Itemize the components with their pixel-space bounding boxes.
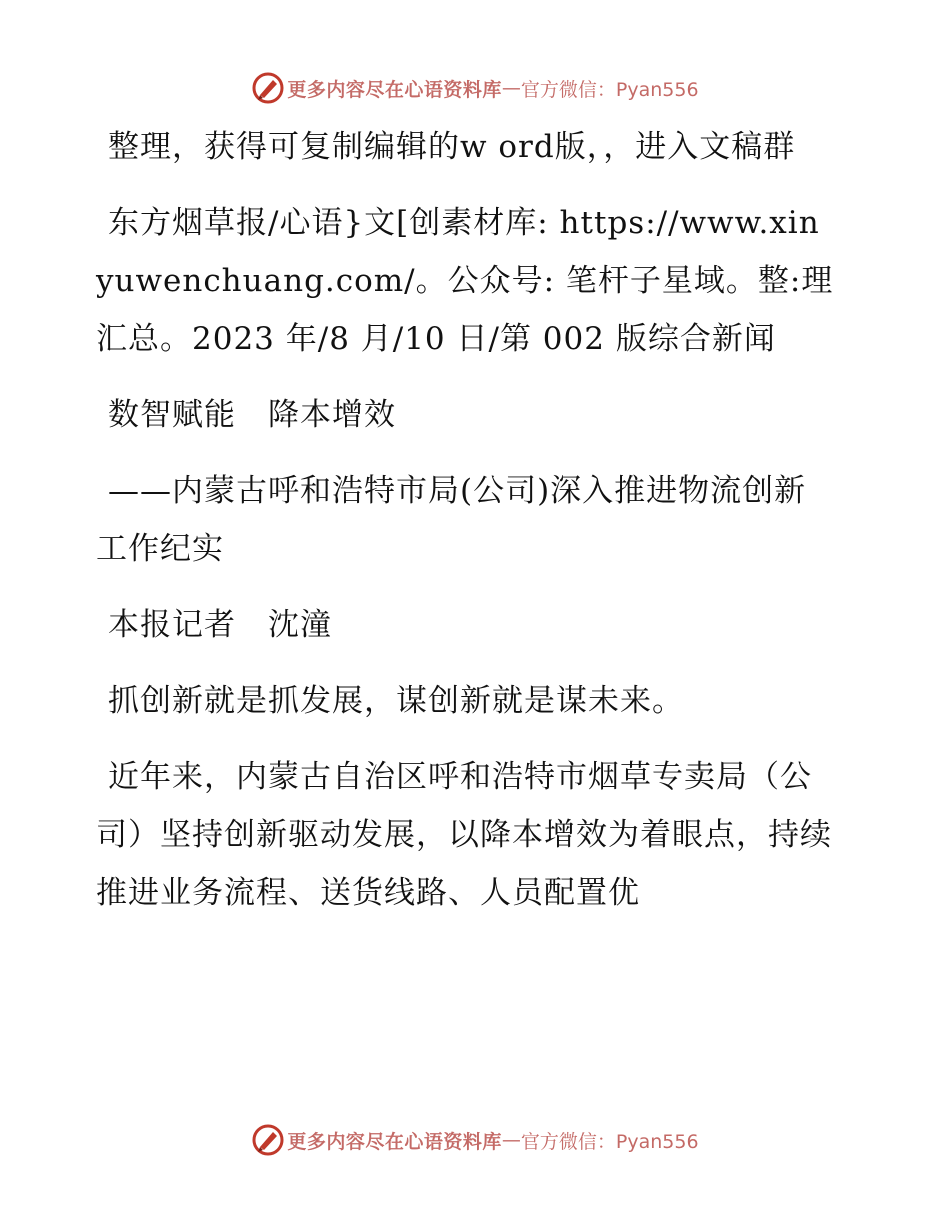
document-body xyxy=(96,118,836,940)
paragraph-body: 近年来，内蒙古自治区呼和浩特市烟草专卖局（公司）坚持创新驱动发展，以降本增效为着眼点，持续推进业务流程、送货线路、人员配置优 xyxy=(96,759,832,911)
paragraph-intro: 整理，获得可复制编辑的w ord版，，进入文稿群 xyxy=(108,129,796,165)
footer-banner xyxy=(0,1120,950,1160)
brand-logo-icon xyxy=(251,71,285,105)
footer-wechat-text: 官方微信：Pyan556 xyxy=(520,1130,699,1153)
paragraph-source: 东方烟草报/心语}文[创素材库: https://www.xinyuwenchuang.com/。公众号: 笔杆子星域。整:理汇总。2023 年/8 月/10 日/第 002 版综合新闻 xyxy=(96,205,834,357)
footer-brand-text: 更多内容尽在心语资料库 xyxy=(287,1130,502,1153)
brand-logo-icon xyxy=(251,1123,285,1157)
article-title: 数智赋能 降本增效 xyxy=(108,397,396,433)
header-banner xyxy=(0,68,950,108)
header-wechat-text: 官方微信：Pyan556 xyxy=(520,78,699,101)
header-brand-text: 更多内容尽在心语资料库 xyxy=(287,78,502,101)
footer-separator: — xyxy=(501,1129,521,1151)
header-separator: — xyxy=(501,77,521,99)
paragraph-lead: 抓创新就是抓发展，谋创新就是谋未来。 xyxy=(108,683,684,719)
article-subtitle: ——内蒙古呼和浩特市局(公司)深入推进物流创新工作纪实 xyxy=(96,473,807,567)
article-byline: 本报记者 沈潼 xyxy=(108,607,332,643)
